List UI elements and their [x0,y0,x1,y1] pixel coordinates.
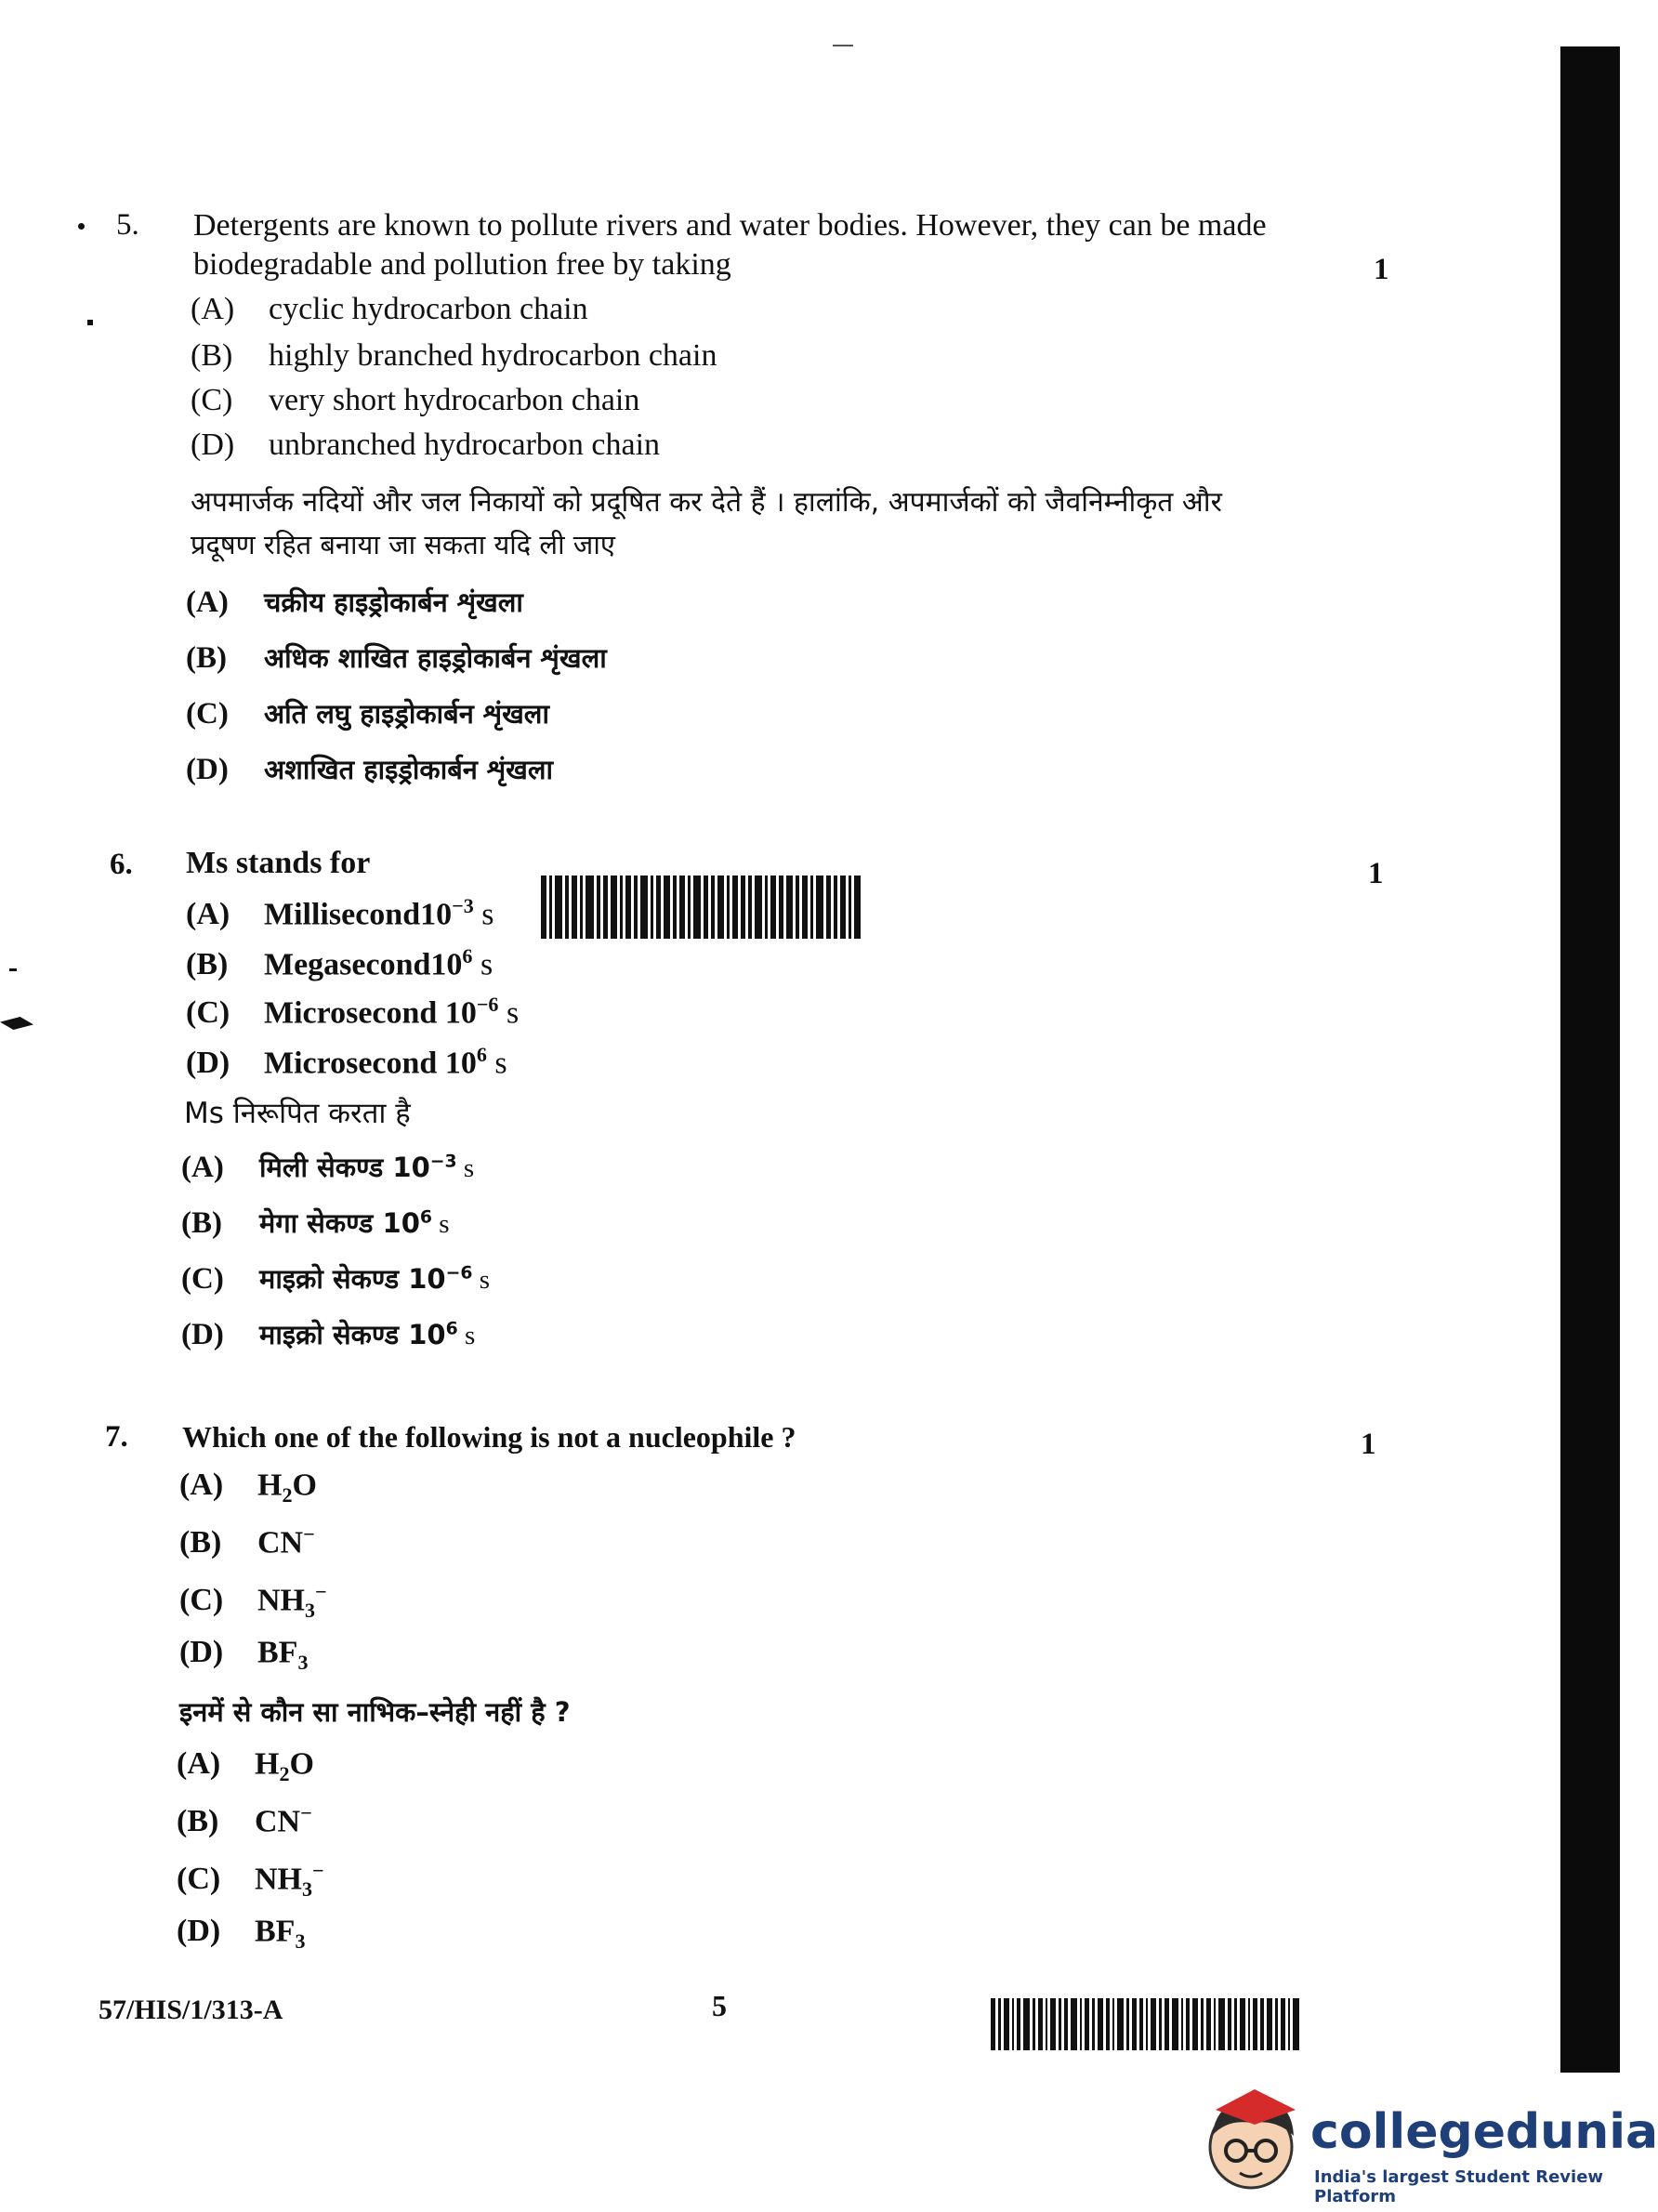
brand-name: collegedunia [1310,2104,1658,2160]
option-letter: (B) [186,641,227,675]
option-text: cyclic hydrocarbon chain [269,292,588,326]
formula-subscript: 2 [279,1762,290,1786]
option-letter: (C) [191,383,233,417]
q6-option-d-hi [181,1316,475,1352]
scan-edge-bar [1560,46,1620,2073]
option-letter: (C) [186,697,229,731]
option-text: highly branched hydrocarbon chain [269,338,717,373]
formula-subscript: 3 [295,1929,306,1954]
q7-option-c-en [179,1580,327,1623]
option-letter: (D) [181,1318,224,1351]
question-6-marks: 1 [1368,857,1384,890]
formula-base: CN [255,1804,301,1839]
q7-option-d-hi [177,1911,306,1954]
option-text: मेगा सेकण्ड 10 [259,1207,420,1239]
q5-option-c-hi [186,695,549,731]
option-letter: (D) [186,753,229,786]
scan-mark [833,45,853,46]
formula-charge: − [315,1580,327,1603]
option-letter: (D) [186,1046,230,1081]
formula-base: NH [255,1862,302,1897]
option-letter: (C) [181,1262,224,1296]
scan-mark [87,320,93,325]
question-6-text: Ms stands for [186,846,371,880]
q5-option-c-en [191,383,639,418]
option-text: Megasecond10 [264,947,463,982]
option-text: अधिक शाखित हाइड्रोकार्बन शृंखला [264,642,607,674]
option-letter: (D) [191,428,235,462]
question-7-hindi-text: इनमें से कौन सा नाभिक–स्नेही नहीं है ? [179,1696,571,1728]
option-letter: (B) [179,1525,222,1560]
exponent: −3 [452,894,474,917]
formula-post: O [292,1468,317,1503]
formula-base: BF [257,1635,298,1670]
option-text: माइक्रो सेकण्ड 10 [259,1263,446,1295]
question-7-number: 7. [105,1420,128,1454]
unit: s [486,1046,507,1081]
question-7-text-span: Which one of the following is not a nucleophile ? [182,1420,796,1454]
q6-option-c-hi [181,1260,490,1297]
scan-mark [9,968,17,971]
unit: s [456,1153,475,1183]
question-5-marks: 1 [1374,253,1389,286]
exponent: 6 [445,1319,458,1339]
q7-option-a-en [179,1465,317,1508]
q6-option-d-en [186,1043,507,1081]
exponent: −6 [476,993,499,1016]
barcode-bottom [991,1998,1381,2050]
q7-option-b-hi [177,1801,312,1844]
question-5-number: 5. [116,208,139,242]
option-text: अशाखित हाइड्रोकार्बन शृंखला [264,754,554,785]
option-letter: (B) [186,947,229,982]
q7-option-b-en [179,1522,315,1565]
option-letter: (C) [177,1862,221,1897]
option-letter: (D) [179,1635,224,1670]
formula-post: O [289,1746,314,1782]
exponent: 6 [462,944,473,968]
question-7-text [182,1420,796,1455]
unit: s [432,1209,450,1239]
q6-option-a-en [186,894,493,932]
scan-mark [78,223,85,230]
paper-code: 57/HIS/1/313-A [99,1995,283,2025]
q6-option-c-en [186,993,519,1031]
formula-subscript: 2 [282,1483,293,1508]
unit: s [472,947,493,982]
option-letter: (A) [181,1151,224,1184]
brand-tagline: India's largest Student Review Platform [1314,2167,1604,2206]
formula-base: NH [257,1583,305,1618]
option-text: Millisecond10 [264,897,453,932]
option-text: चक्रीय हाइड्रोकार्बन शृंखला [264,586,523,618]
option-text: Microsecond 10 [264,1046,477,1081]
question-5-text-line2: biodegradable and pollution free by taking [193,247,731,282]
formula-base: CN [257,1525,304,1560]
formula-base: H [257,1468,283,1503]
student-mascot-icon [1199,2082,1310,2207]
option-letter: (C) [179,1583,224,1618]
q6-option-a-hi [181,1149,474,1185]
exponent: −6 [445,1263,473,1284]
unit: s [498,995,520,1031]
formula-charge: − [303,1522,315,1546]
option-letter: (B) [191,338,233,373]
option-letter: (C) [186,995,230,1031]
formula-base: H [255,1746,280,1782]
option-text: अति लघु हाइड्रोकार्बन शृंखला [264,698,549,730]
option-letter: (A) [177,1746,221,1782]
question-7-marks: 1 [1361,1428,1376,1461]
formula-subscript: 3 [297,1651,309,1675]
q5-option-b-hi [186,639,607,676]
option-text: very short hydrocarbon chain [269,383,640,417]
exponent: 6 [419,1207,433,1228]
q7-option-d-en [179,1632,309,1675]
q5-option-a-hi [186,584,523,620]
option-text: माइक्रो सेकण्ड 10 [259,1319,446,1350]
q5-option-d-hi [186,751,553,787]
collegedunia-logo[interactable] [1199,2082,1658,2207]
formula-subscript: 3 [302,1877,313,1902]
q7-option-a-hi [177,1744,314,1786]
option-text: unbranched hydrocarbon chain [269,428,661,462]
formula-subscript: 3 [305,1599,316,1623]
question-6-hindi-text: Ms निरूपित करता है [184,1097,411,1130]
q5-option-b-en [191,338,717,374]
formula-charge: − [312,1859,324,1882]
question-5-hindi-line1: अपमार्जक नदियों और जल निकायों को प्रदूषित कर देते हैं । हालांकि, अपमार्जकों को जैवनिम्नीकृत और [191,486,1222,519]
scan-mark [0,1017,33,1030]
unit: s [457,1321,476,1350]
unit: s [473,897,494,932]
exponent: 6 [476,1043,487,1066]
q6-option-b-hi [181,1205,450,1241]
q5-option-d-en [191,428,660,463]
formula-base: BF [255,1914,296,1949]
question-6-number: 6. [110,848,133,881]
q6-option-b-en [186,944,493,982]
exponent: −3 [429,1152,457,1172]
barcode-top [541,876,868,939]
option-text: Microsecond 10 [264,995,477,1031]
option-letter: (D) [177,1914,221,1949]
option-letter: (A) [186,897,230,932]
question-5-text-line1: Detergents are known to pollute rivers and water bodies. However, they can be made [193,208,1267,243]
option-letter: (B) [181,1206,222,1240]
question-5-hindi-line2: प्रदूषण रहित बनाया जा सकता यदि ली जाए [191,529,615,560]
option-letter: (A) [186,586,229,619]
q5-option-a-en [191,292,588,327]
option-text: मिली सेकण्ड 10 [259,1152,430,1183]
q7-option-c-hi [177,1859,324,1902]
option-letter: (A) [179,1468,224,1503]
option-letter: (B) [177,1804,219,1839]
unit: s [472,1265,491,1295]
option-letter: (A) [191,292,235,326]
page-number: 5 [712,1989,727,2022]
formula-charge: − [300,1801,312,1824]
